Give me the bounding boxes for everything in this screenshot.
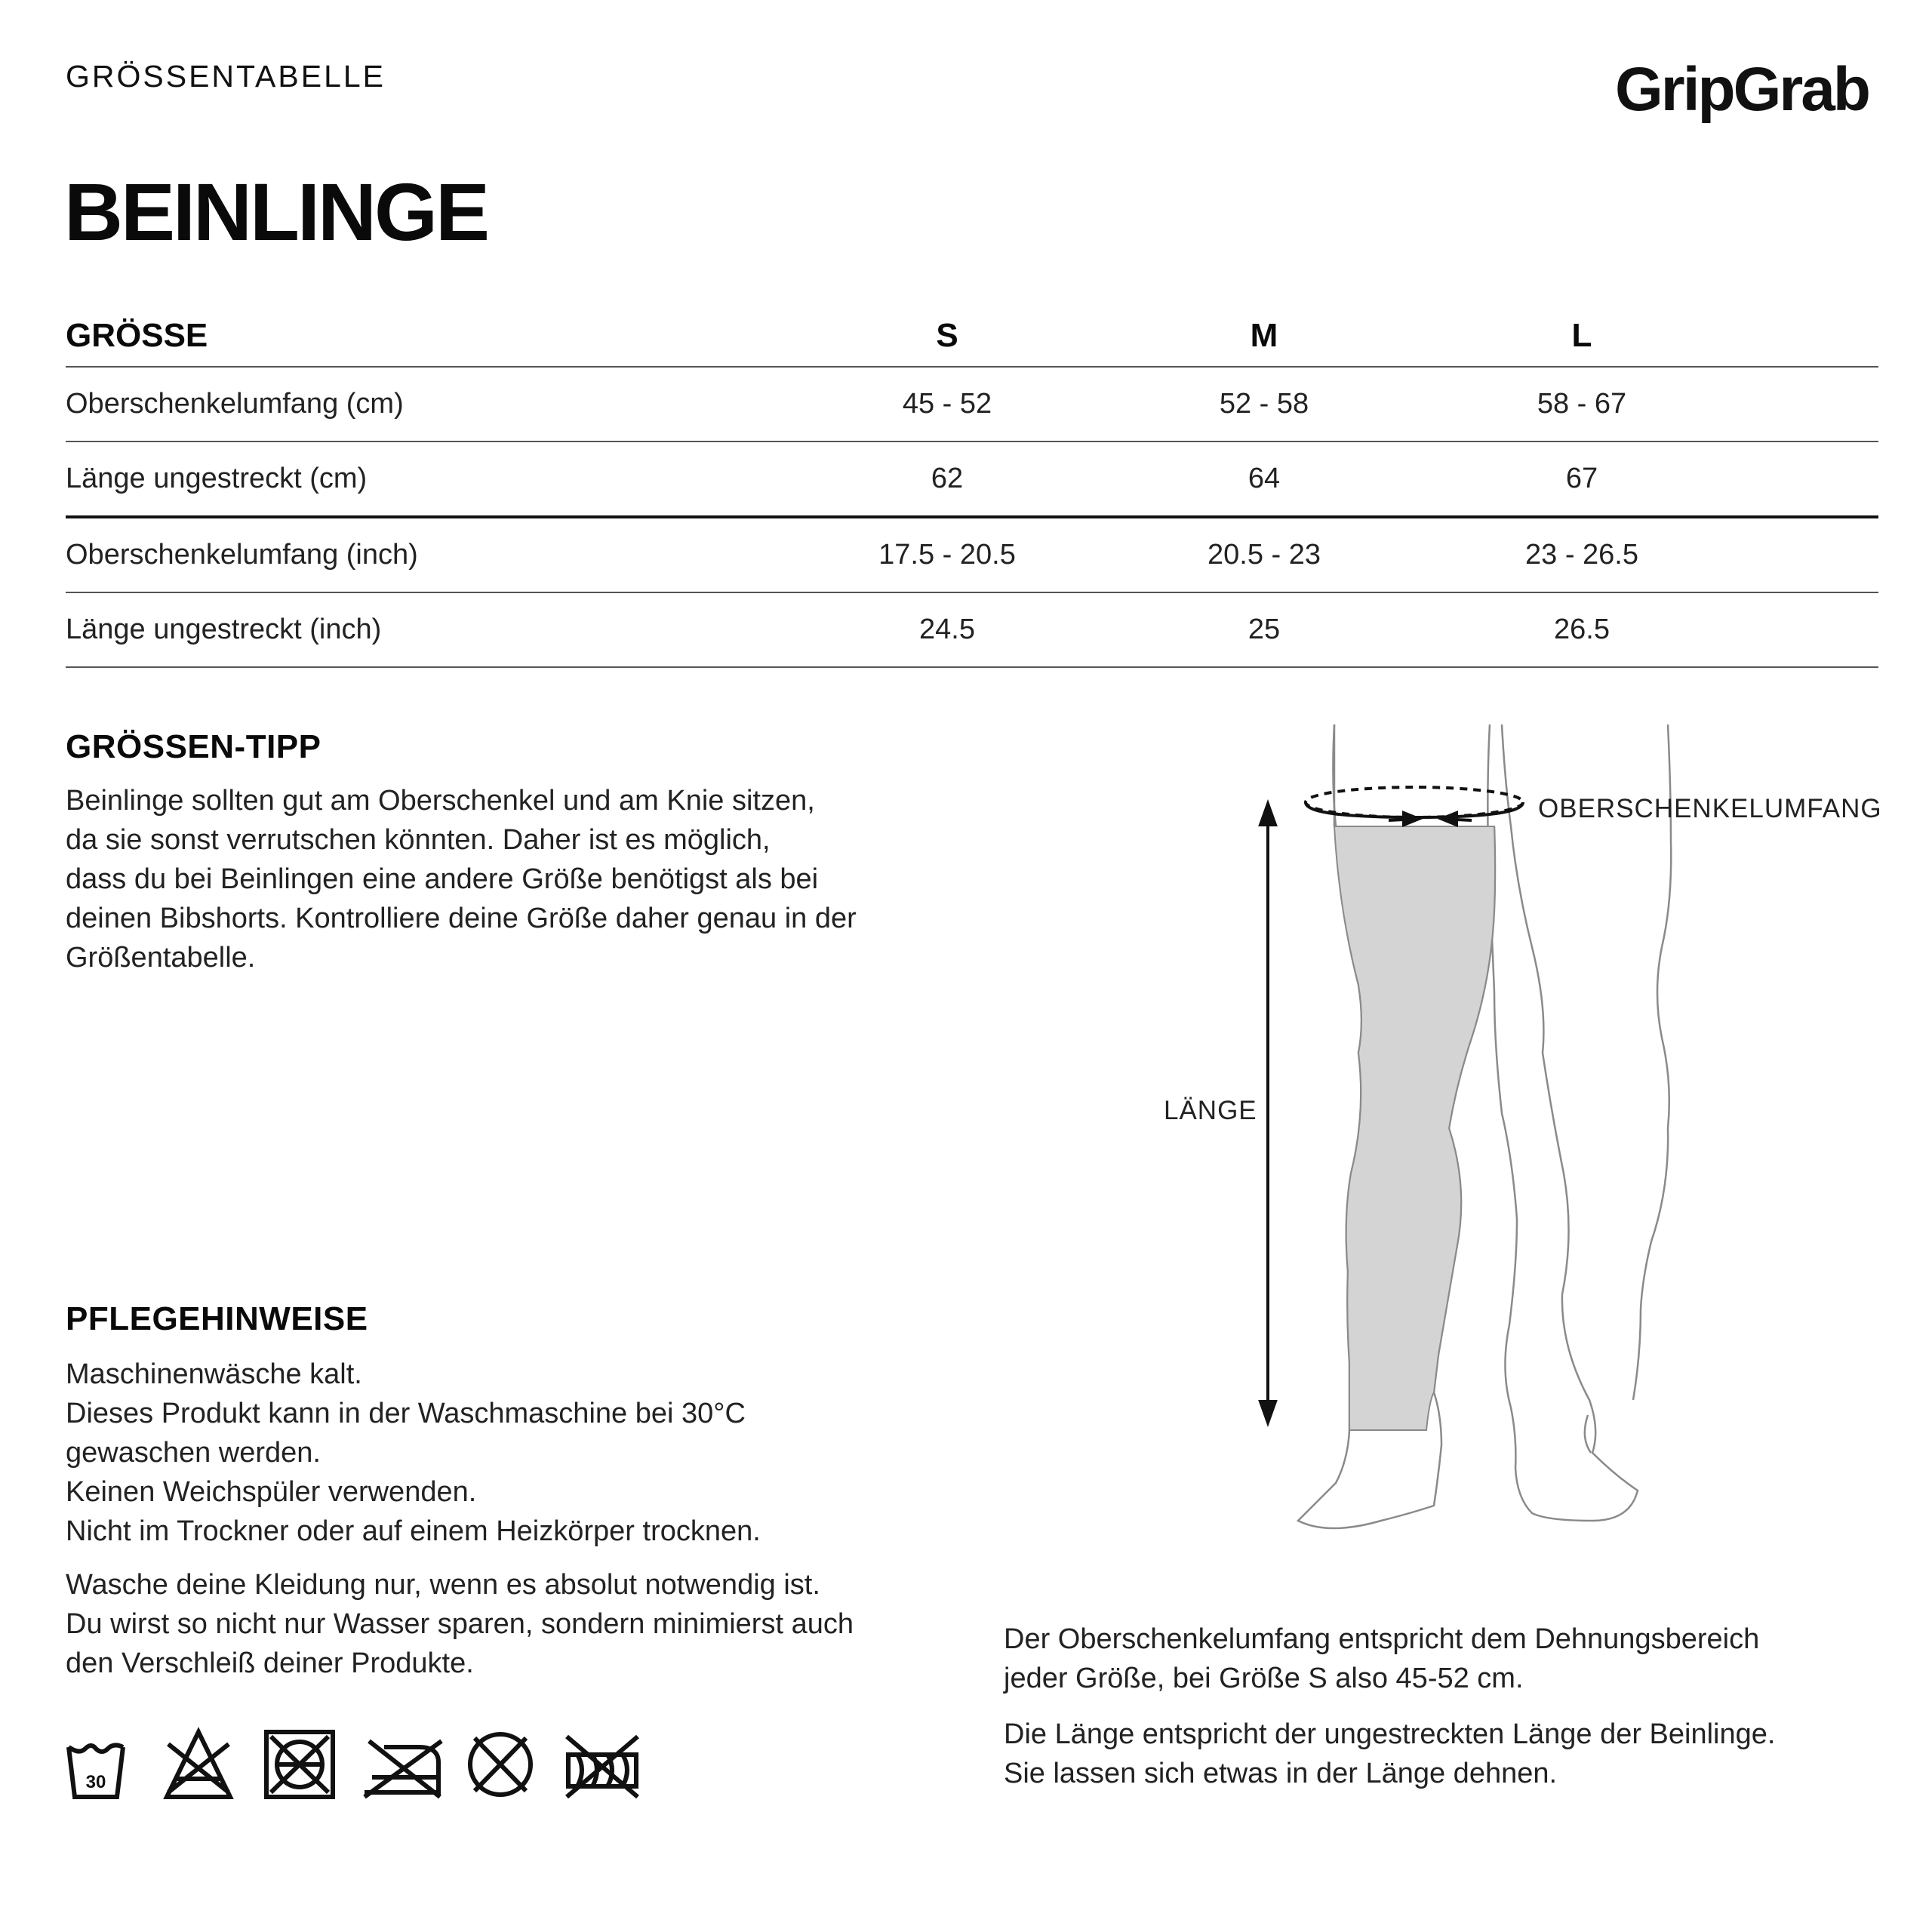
text-line: Du wirst so nicht nur Wasser sparen, sondern minimierst auch (66, 1608, 854, 1640)
size-header-l: L (1571, 317, 1592, 354)
care-heading: PFLEGEHINWEISE (66, 1300, 368, 1337)
row-label: Oberschenkelumfang (inch) (66, 539, 418, 571)
no-bleach-icon (167, 1732, 230, 1797)
no-dry-clean-icon (470, 1734, 531, 1795)
row-label: Länge ungestreckt (inch) (66, 614, 382, 645)
cell-l: 58 - 67 (1537, 388, 1627, 420)
no-radiator-dry-icon (567, 1737, 638, 1797)
length-label: LÄNGE (1164, 1096, 1257, 1125)
size-tip-text (66, 781, 857, 977)
text-line: Keinen Weichspüler verwenden. (66, 1476, 477, 1508)
text-line: Der Oberschenkelumfang entspricht dem Dehnungsbereich (1004, 1623, 1760, 1655)
cell-m: 25 (1247, 614, 1281, 645)
cell-m: 20.5 - 23 (1208, 539, 1321, 571)
care-icons (64, 1724, 653, 1807)
legwarmer-shape (1334, 826, 1495, 1430)
no-tumble-dry-icon (266, 1732, 333, 1797)
text-line: Wasche deine Kleidung nur, wenn es absolut notwendig ist. (66, 1569, 820, 1601)
wash-30-icon (69, 1745, 123, 1797)
circumference-note (1004, 1620, 1759, 1698)
right-leg-outline (1487, 724, 1671, 1521)
circumference-label: OBERSCHENKELUMFANG (1538, 794, 1882, 823)
cell-l: 26.5 (1554, 614, 1610, 645)
cell-s: 62 (931, 463, 964, 494)
text-line: Dieses Produkt kann in der Waschmaschine bei 30°C (66, 1398, 746, 1429)
leg-diagram (1140, 721, 1909, 1589)
page-kicker: GRÖSSENTABELLE (66, 59, 386, 94)
text-line: gewaschen werden. (66, 1437, 321, 1469)
cell-s: 17.5 - 20.5 (878, 539, 1016, 571)
size-table (66, 306, 1878, 668)
row-label: Oberschenkelumfang (cm) (66, 388, 404, 420)
cell-l: 23 - 26.5 (1525, 539, 1638, 571)
cell-s: 45 - 52 (902, 388, 992, 420)
no-iron-icon (365, 1741, 441, 1797)
cell-s: 24.5 (919, 614, 975, 645)
table-header-row (66, 306, 1878, 368)
table-row (66, 593, 1878, 668)
text-line: Beinlinge sollten gut am Oberschenkel und am Knie sitzen, (66, 785, 815, 817)
size-header-m: M (1250, 317, 1278, 354)
text-line: den Verschleiß deiner Produkte. (66, 1647, 474, 1679)
text-line: deinen Bibshorts. Kontrolliere deine Größe daher genau in der (66, 903, 857, 934)
circumference-marker (1306, 787, 1523, 825)
table-row (66, 442, 1878, 518)
size-header-s: S (936, 317, 958, 354)
text-line: Maschinenwäsche kalt. (66, 1358, 362, 1390)
cell-l: 67 (1565, 463, 1598, 494)
length-arrow (1260, 804, 1275, 1423)
wash-temp-label: 30 (85, 1772, 106, 1792)
table-row (66, 518, 1878, 593)
text-line: dass du bei Beinlingen eine andere Größe benötigst als bei (66, 863, 819, 895)
cell-m: 64 (1247, 463, 1281, 494)
text-line: Nicht im Trockner oder auf einem Heizkörper trocknen. (66, 1515, 761, 1547)
length-note (1004, 1715, 1775, 1793)
text-line: da sie sonst verrutschen könnten. Daher ist es möglich, (66, 824, 771, 856)
row-label: Länge ungestreckt (cm) (66, 463, 368, 494)
care-text (66, 1355, 761, 1551)
brand-logo: GripGrab (1615, 55, 1869, 124)
text-line: jeder Größe, bei Größe S also 45-52 cm. (1004, 1663, 1524, 1694)
cell-m: 52 - 58 (1219, 388, 1309, 420)
size-tip-heading: GRÖSSEN-TIPP (66, 728, 321, 765)
page-title: BEINLINGE (64, 166, 488, 257)
table-row (66, 368, 1878, 442)
size-header-label: GRÖSSE (66, 317, 208, 354)
text-line: Die Länge entspricht der ungestreckten Länge der Beinlinge. (1004, 1718, 1776, 1750)
text-line: Sie lassen sich etwas in der Länge dehnen. (1004, 1758, 1558, 1789)
text-line: Größentabelle. (66, 942, 256, 974)
care-text-secondary (66, 1565, 854, 1683)
